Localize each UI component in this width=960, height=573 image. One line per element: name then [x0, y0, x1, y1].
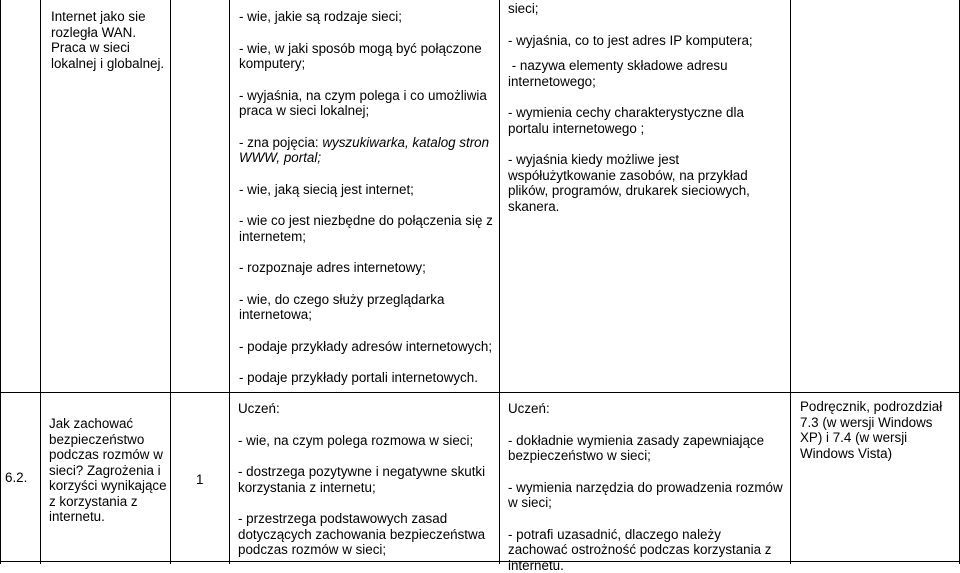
col-divider-topic-hours: [170, 0, 171, 564]
basic-item: - podaje przykłady portali internetowych.: [239, 370, 493, 386]
extended-item: - potrafi uzasadnić, dlaczego należy zachować ostrożność podczas korzystania z internetu.: [508, 527, 784, 573]
extended-item: - wyjaśnia kiedy możliwe jest współużytkowanie zasobów, na przykład plików, programów, drukarek sieciowych, skanera.: [508, 152, 784, 214]
row-resources-cell: [800, 399, 954, 461]
top-basic-cell: [239, 9, 493, 386]
col-divider-number-topic: [40, 0, 41, 564]
row-divider: [0, 392, 960, 393]
basic-item: - wie, do czego służy przeglądarka internetowa;: [239, 292, 493, 323]
terms-prefix: - zna pojęcia:: [239, 135, 322, 150]
extended-item: - dokładnie wymienia zasady zapewniające bezpieczeństwo w sieci;: [508, 433, 784, 464]
basic-item: - wie, jakie są rodzaje sieci;: [239, 9, 493, 25]
basic-item: - wyjaśnia, na czym polega i co umożliwia praca w sieci lokalnej;: [239, 88, 493, 119]
basic-heading: Uczeń:: [238, 401, 496, 417]
basic-item: - dostrzega pozytywne i negatywne skutki korzystania z internetu;: [238, 464, 496, 495]
top-extended-cell: [508, 1, 784, 214]
top-topic-cell: [51, 9, 166, 71]
extended-item: - wymienia cechy charakterystyczne dla portalu internetowego ;: [508, 105, 784, 136]
col-divider-basic-extended: [499, 0, 500, 564]
row-topic-cell: [49, 416, 169, 525]
row-topic-text: Jak zachować bezpieczeństwo podczas rozmów w sieci? Zagrożenia i korzyści wynikające z korzystania z internetu.: [49, 416, 169, 525]
extended-item: - wyjaśnia, co to jest adres IP komputera;: [508, 33, 784, 49]
table-border-bottom: [0, 561, 960, 562]
extended-item: - wymienia narzędzia do prowadzenia rozmów w sieci;: [508, 480, 784, 511]
basic-item: - wie, w jaki sposób mogą być połączone komputery;: [239, 41, 493, 72]
basic-item: - podaje przykłady adresów internetowych;: [239, 339, 493, 355]
basic-item: - rozpoznaje adres internetowy;: [239, 260, 493, 276]
basic-item: - wie, jaką siecią jest internet;: [239, 182, 493, 198]
row-number: 6.2.: [5, 470, 39, 486]
col-divider-extended-resources: [790, 0, 791, 564]
basic-item: - przestrzega podstawowych zasad dotyczących zachowania bezpieczeństwa podczas rozmów w sieci;: [238, 511, 496, 558]
table-border-left: [0, 0, 1, 564]
row-number-cell: [5, 470, 39, 486]
top-topic-text: Internet jako sie rozległa WAN. Praca w sieci lokalnej i globalnej.: [51, 9, 166, 71]
extended-heading: Uczeń:: [508, 401, 784, 417]
row-extended-cell: [508, 401, 784, 573]
extended-item: - nazywa elementy składowe adresu internetowego;: [508, 58, 784, 89]
extended-item: sieci;: [508, 1, 784, 17]
col-divider-hours-basic: [229, 0, 230, 564]
basic-item: - wie, na czym polega rozmowa w sieci;: [238, 433, 496, 449]
basic-item-terms: [239, 135, 493, 166]
terms-italic: wyszukiwarka, katalog stron WWW, portal;: [239, 135, 489, 166]
resources-text: Podręcznik, podrozdział 7.3 (w wersji Windows XP) i 7.4 (w wersji Windows Vista): [800, 399, 954, 461]
row-hours: 1: [196, 472, 216, 488]
basic-item: - wie co jest niezbędne do połączenia się z internetem;: [239, 213, 493, 244]
row-hours-cell: [196, 472, 216, 488]
row-basic-cell: [238, 401, 496, 558]
